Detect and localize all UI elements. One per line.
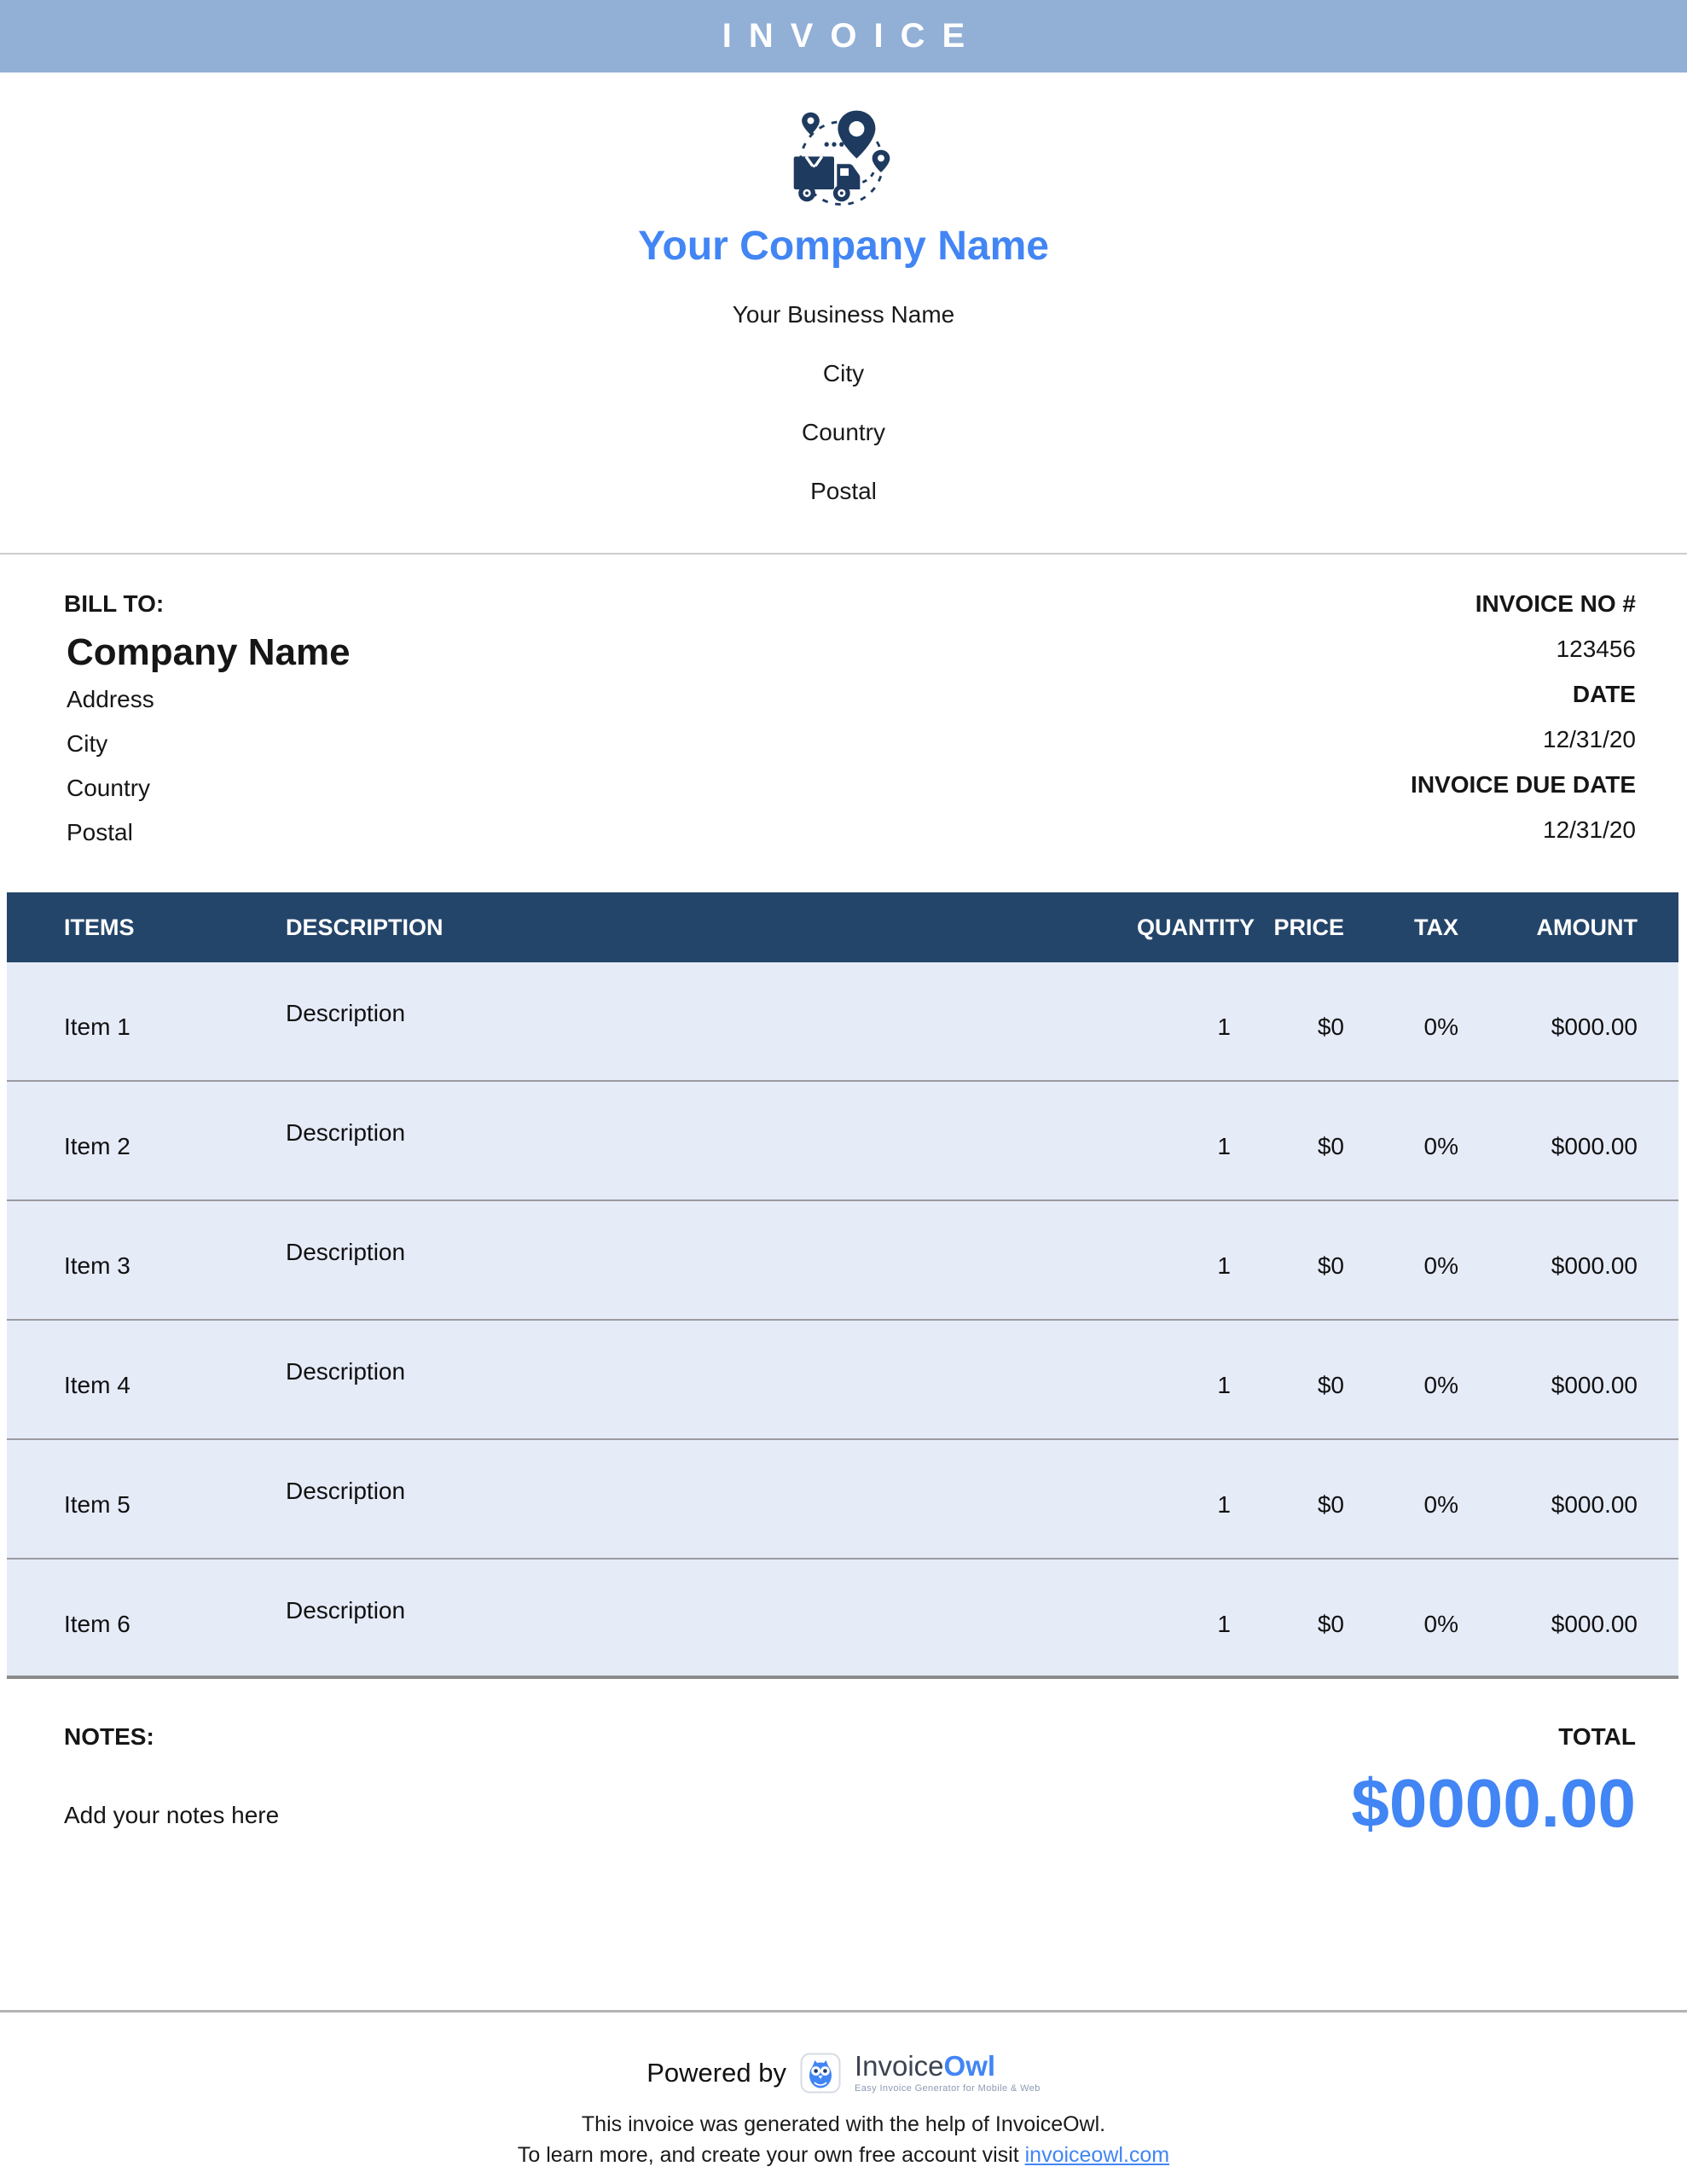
cell-price: $0 [1317,1611,1344,1637]
cell-tax: 0% [1423,1611,1458,1637]
company-city: City [822,360,865,386]
cell-item: Item 5 [64,1491,130,1518]
table-row [7,1560,1678,1679]
col-header-description: DESCRIPTION [286,914,443,940]
col-header-items: ITEMS [64,914,135,940]
cell-description: Description [286,1000,406,1026]
footer-note-line2-text: To learn more, and create your own free account visit [517,2143,1019,2167]
cell-quantity: 1 [1217,1133,1231,1159]
notes-label: NOTES: [64,1723,154,1750]
invoiceowl-tagline: Easy Invoice Generator for Mobile & Web [854,2083,1041,2094]
col-header-amount: AMOUNT [1536,914,1638,940]
cell-amount: $000.00 [1551,1133,1638,1159]
cell-price: $0 [1317,1133,1344,1159]
cell-item: Item 3 [64,1252,130,1279]
col-header-price: PRICE [1273,914,1344,940]
items-table-header [7,892,1678,962]
invoice-date-value: 12/31/20 [1543,726,1636,752]
invoice-number-value: 123456 [1556,636,1636,662]
cell-tax: 0% [1423,1372,1458,1398]
bill-to-city: City [67,730,108,757]
powered-by-label: Powered by [646,2057,786,2088]
powered-by-row [0,2052,1687,2094]
cell-description: Description [286,1597,406,1623]
total-label: TOTAL [1558,1723,1636,1750]
company-business-name: Your Business Name [732,301,955,328]
cell-tax: 0% [1423,1133,1458,1159]
cell-amount: $000.00 [1551,1491,1638,1518]
cell-item: Item 4 [64,1372,130,1398]
cell-tax: 0% [1423,1252,1458,1279]
table-row [7,1321,1678,1440]
cell-amount: $000.00 [1551,1252,1638,1279]
cell-amount: $000.00 [1551,1372,1638,1398]
invoice-due-date-value: 12/31/20 [1543,816,1636,843]
bill-to-country: Country [67,775,151,801]
cell-item: Item 6 [64,1611,130,1637]
bill-to-company: Company Name [67,631,351,673]
cell-description: Description [286,1239,406,1265]
cell-item: Item 1 [64,1014,130,1040]
total-amount: $0000.00 [1351,1765,1636,1841]
notes-text: Add your notes here [64,1802,280,1828]
items-table-body [7,962,1678,1679]
cell-description: Description [286,1358,406,1385]
company-header [0,105,1687,505]
footer-divider [0,2010,1687,2013]
cell-tax: 0% [1423,1014,1458,1040]
company-postal: Postal [810,478,877,504]
invoice-banner-title: INVOICE [722,17,983,55]
cell-price: $0 [1317,1014,1344,1040]
cell-amount: $000.00 [1551,1611,1638,1637]
table-row [7,1082,1678,1201]
invoiceowl-owl-icon [800,2053,841,2094]
bill-to-label: BILL TO: [64,590,165,617]
cell-price: $0 [1317,1252,1344,1279]
cell-item: Item 2 [64,1133,130,1159]
footer [0,2010,1687,2168]
delivery-truck-logo-icon [787,105,900,218]
invoiceowl-link[interactable]: invoiceowl.com [1024,2143,1170,2167]
table-row [7,962,1678,1082]
cell-price: $0 [1317,1372,1344,1398]
invoice-date-label: DATE [1572,681,1636,707]
cell-quantity: 1 [1217,1491,1231,1518]
items-table [7,892,1678,1679]
invoice-number-label: INVOICE NO # [1475,590,1636,617]
invoice-due-date-label: INVOICE DUE DATE [1411,771,1636,798]
bill-to-postal: Postal [67,819,133,845]
col-header-quantity: QUANTITY [1137,914,1255,940]
cell-amount: $000.00 [1551,1014,1638,1040]
cell-price: $0 [1317,1491,1344,1518]
invoiceowl-word-owl: Owl [943,2050,996,2082]
company-name: Your Company Name [638,224,1049,269]
cell-description: Description [286,1119,406,1146]
cell-quantity: 1 [1217,1014,1231,1040]
invoice-meta-block [1411,590,1636,863]
invoiceowl-wordmark [855,2052,1041,2094]
table-row [7,1440,1678,1560]
cell-description: Description [286,1478,406,1504]
footer-note-line2 [0,2143,1687,2168]
col-header-tax: TAX [1414,914,1458,940]
footer-note-line1: This invoice was generated with the help of InvoiceOwl. [581,2112,1106,2136]
invoice-banner [0,0,1687,73]
notes-total-section [0,1679,1687,1843]
billing-meta-section [0,555,1687,863]
cell-quantity: 1 [1217,1372,1231,1398]
bill-to-block [64,590,351,863]
invoiceowl-word-invoice: Invoice [854,2050,944,2082]
cell-quantity: 1 [1217,1252,1231,1279]
company-country: Country [801,419,886,445]
bill-to-address: Address [67,686,154,712]
cell-quantity: 1 [1217,1611,1231,1637]
table-row [7,1201,1678,1321]
total-block [1351,1723,1636,1843]
cell-tax: 0% [1423,1491,1458,1518]
notes-block [64,1723,279,1843]
